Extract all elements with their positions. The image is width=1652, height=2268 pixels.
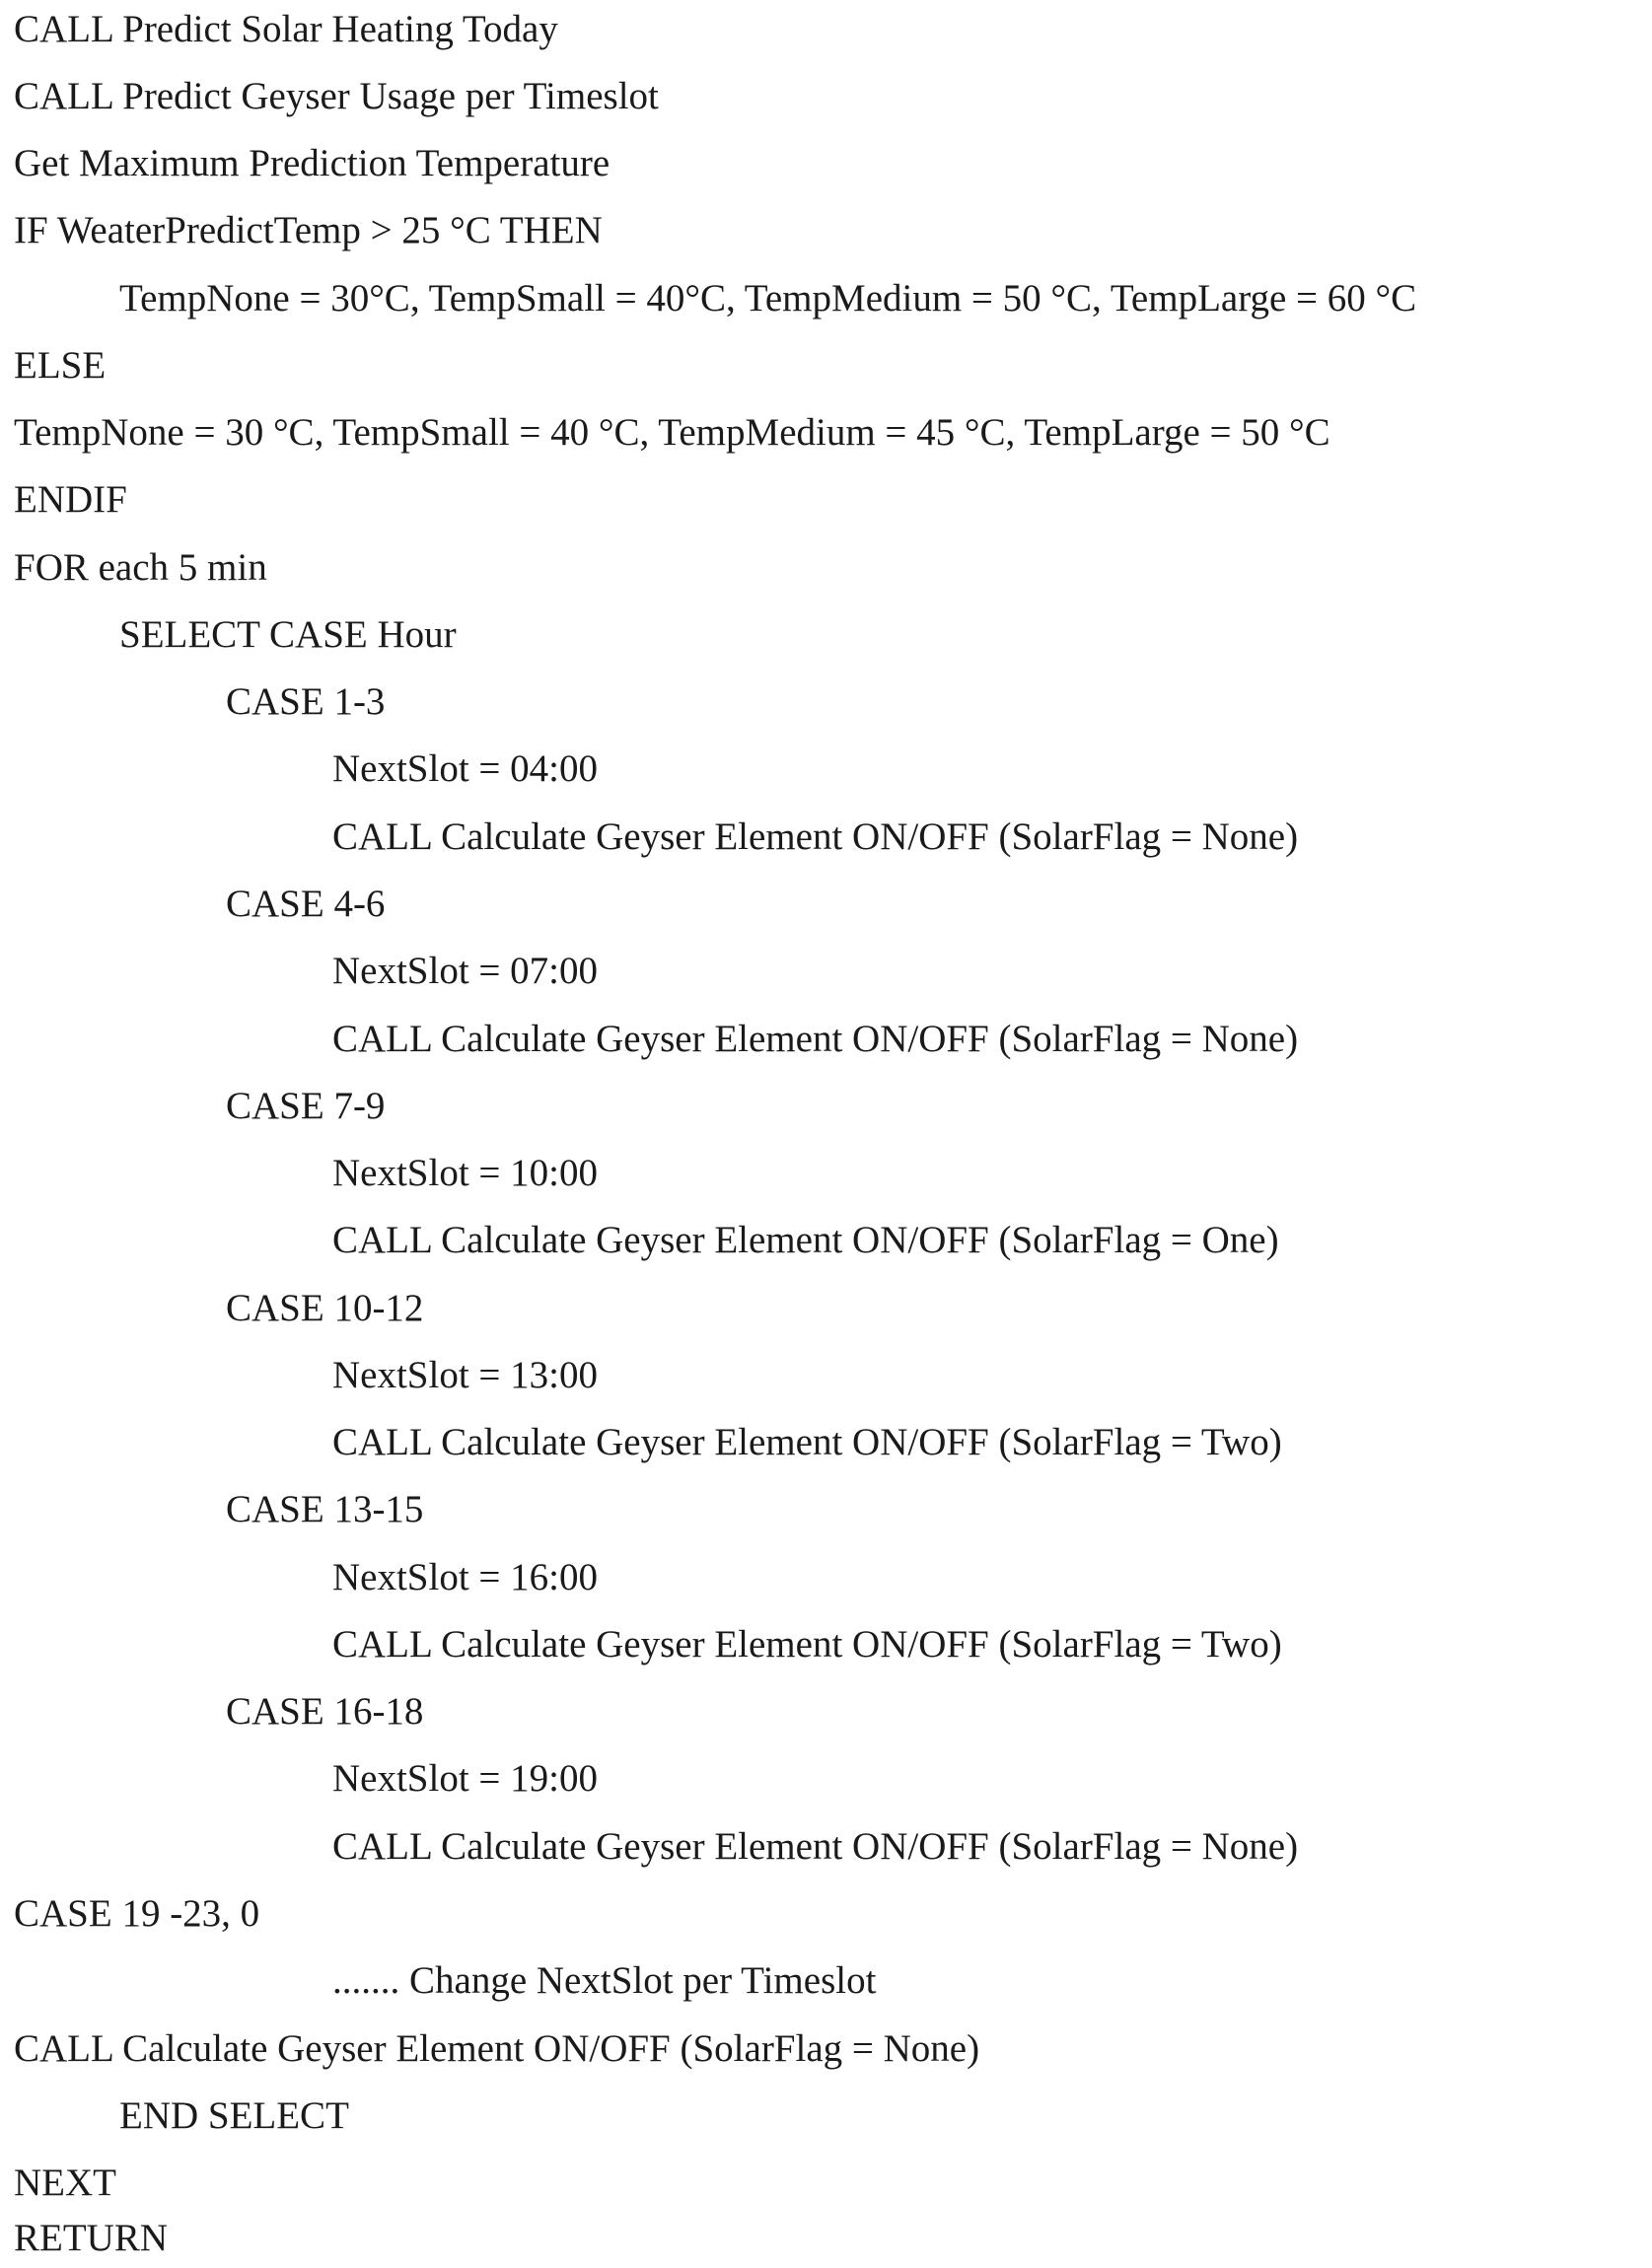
code-line: TempNone = 30°C, TempSmall = 40°C, TempMedium = 50 °C, TempLarge = 60 °C (119, 277, 1417, 319)
code-line: CALL Predict Solar Heating Today (14, 8, 558, 50)
code-line: SELECT CASE Hour (119, 613, 457, 656)
code-line: ELSE (14, 344, 107, 387)
code-line: Get Maximum Prediction Temperature (14, 142, 611, 184)
code-line: CASE 13-15 (226, 1488, 424, 1530)
code-line: NextSlot = 19:00 (332, 1757, 599, 1800)
code-line: CASE 16-18 (226, 1690, 424, 1733)
code-line: RETURN (14, 2217, 168, 2259)
code-line: END SELECT (119, 2094, 349, 2137)
code-line: CASE 4-6 (226, 883, 386, 925)
code-line: CASE 19 -23, 0 (14, 1892, 260, 1935)
code-line: CALL Calculate Geyser Element ON/OFF (SolarFlag = None) (14, 2027, 980, 2070)
code-line: NextSlot = 13:00 (332, 1354, 599, 1396)
code-line: FOR each 5 min (14, 546, 267, 589)
code-line: NextSlot = 04:00 (332, 747, 599, 790)
code-line: NextSlot = 07:00 (332, 950, 599, 992)
code-line: TempNone = 30 °C, TempSmall = 40 °C, TempMedium = 45 °C, TempLarge = 50 °C (14, 411, 1330, 454)
code-line: IF WeaterPredictTemp > 25 °C THEN (14, 209, 603, 251)
code-line: CALL Calculate Geyser Element ON/OFF (SolarFlag = None) (332, 815, 1299, 858)
code-line: ....... Change NextSlot per Timeslot (332, 1959, 877, 2002)
code-line: NextSlot = 16:00 (332, 1556, 599, 1598)
code-line: ENDIF (14, 478, 127, 521)
code-line: CASE 7-9 (226, 1085, 386, 1127)
code-line: CALL Calculate Geyser Element ON/OFF (SolarFlag = Two) (332, 1421, 1282, 1463)
code-line: CALL Calculate Geyser Element ON/OFF (SolarFlag = Two) (332, 1623, 1282, 1666)
code-line: CALL Predict Geyser Usage per Timeslot (14, 75, 659, 117)
code-line: NextSlot = 10:00 (332, 1152, 599, 1194)
code-line: CALL Calculate Geyser Element ON/OFF (SolarFlag = One) (332, 1219, 1279, 1261)
code-line: CASE 1-3 (226, 680, 386, 723)
code-line: CASE 10-12 (226, 1287, 424, 1329)
code-line: CALL Calculate Geyser Element ON/OFF (SolarFlag = None) (332, 1018, 1299, 1060)
code-line: CALL Calculate Geyser Element ON/OFF (SolarFlag = None) (332, 1825, 1299, 1868)
code-line: NEXT (14, 2162, 116, 2204)
